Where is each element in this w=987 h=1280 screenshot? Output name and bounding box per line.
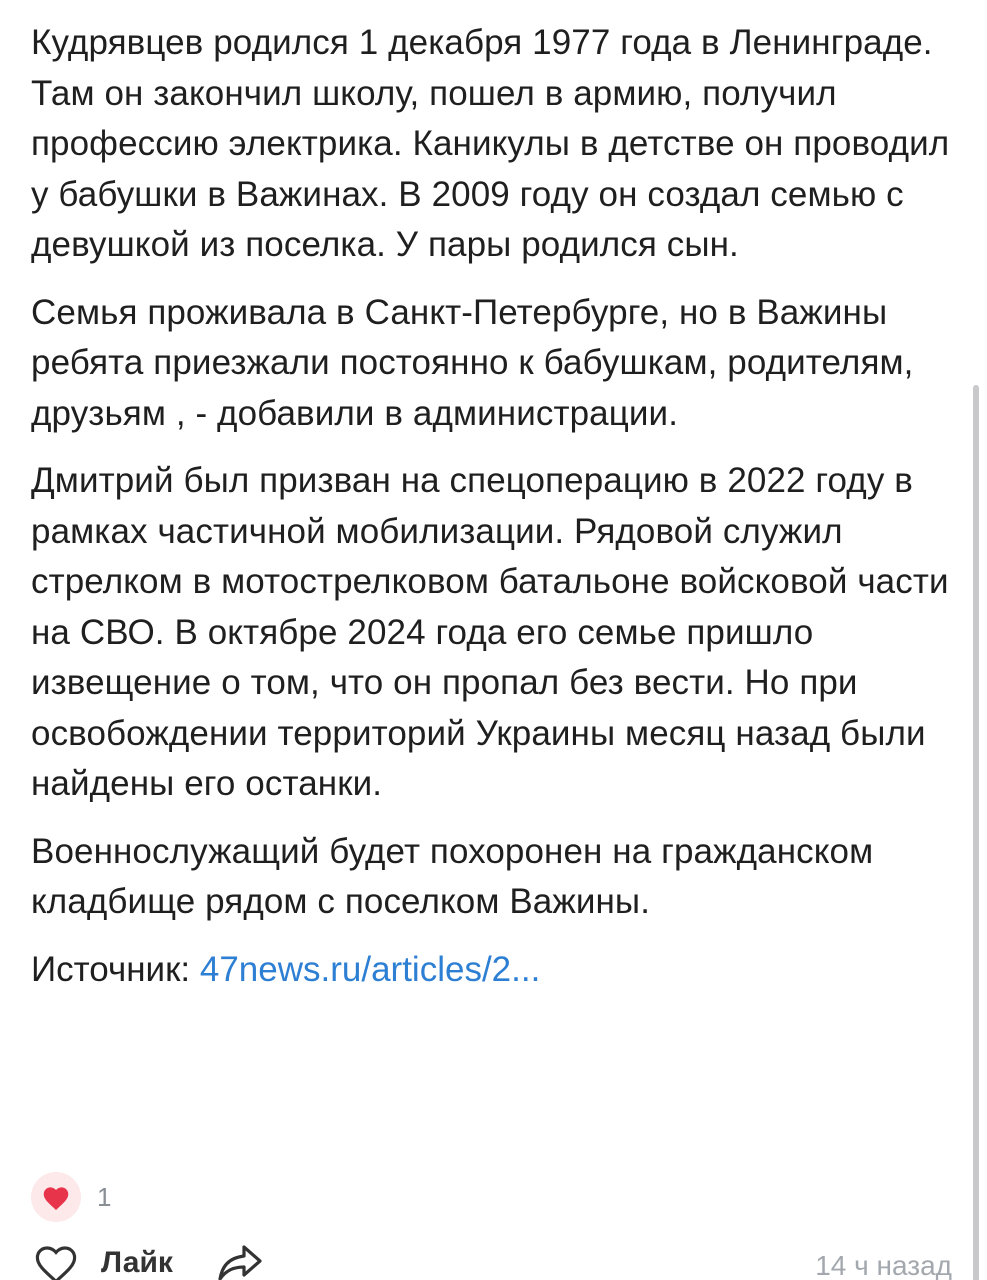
reactions-row: [31, 1170, 111, 1224]
post-paragraph-3: Дмитрий был призван на спецоперацию в 2022 году в рамках частичной мобилизации. Рядовой служил стрелком в мотострелковом батальоне войсковой части на СВО. В октябре 2024 года его семье пришло извещение о том, что он пропал без вести. Но при освобождении территорий Украины месяц назад были найдены его останки.: [31, 461, 949, 803]
like-button[interactable]: [31, 1241, 173, 1280]
scrollbar[interactable]: [973, 385, 979, 1280]
post-body: [31, 18, 956, 995]
post-actions: [31, 1238, 956, 1280]
heart-outline-icon: [31, 1241, 81, 1280]
heart-reaction-badge[interactable]: [31, 1172, 81, 1222]
post-paragraph-4: Военнослужащий будет похоронен на гражданском кладбище рядом с поселком Важины.: [31, 831, 874, 921]
source-line: [31, 945, 956, 995]
source-link[interactable]: 47news.ru/articles/2...: [199, 949, 541, 989]
heart-filled-icon: [41, 1184, 71, 1211]
heart-count: 1: [97, 1181, 112, 1212]
post-paragraph-2: Семья проживала в Санкт-Петербурге, но в Важины ребята приезжали постоянно к бабушкам, родителям, друзьям , - добавили в администрации.: [31, 292, 914, 433]
share-icon[interactable]: [215, 1241, 265, 1280]
like-label: Лайк: [101, 1246, 173, 1279]
post-paragraph-1: Кудрявцев родился 1 декабря 1977 года в Ленинграде. Там он закончил школу, пошел в армию, получил профессию электрика. Каникулы в детстве он проводил у бабушки в Важинах. В 2009 году он создал семью с девушкой из поселка. У пары родился сын.: [31, 23, 950, 264]
post-timestamp: 14 ч назад: [815, 1250, 952, 1280]
source-label: Источник:: [31, 949, 191, 989]
